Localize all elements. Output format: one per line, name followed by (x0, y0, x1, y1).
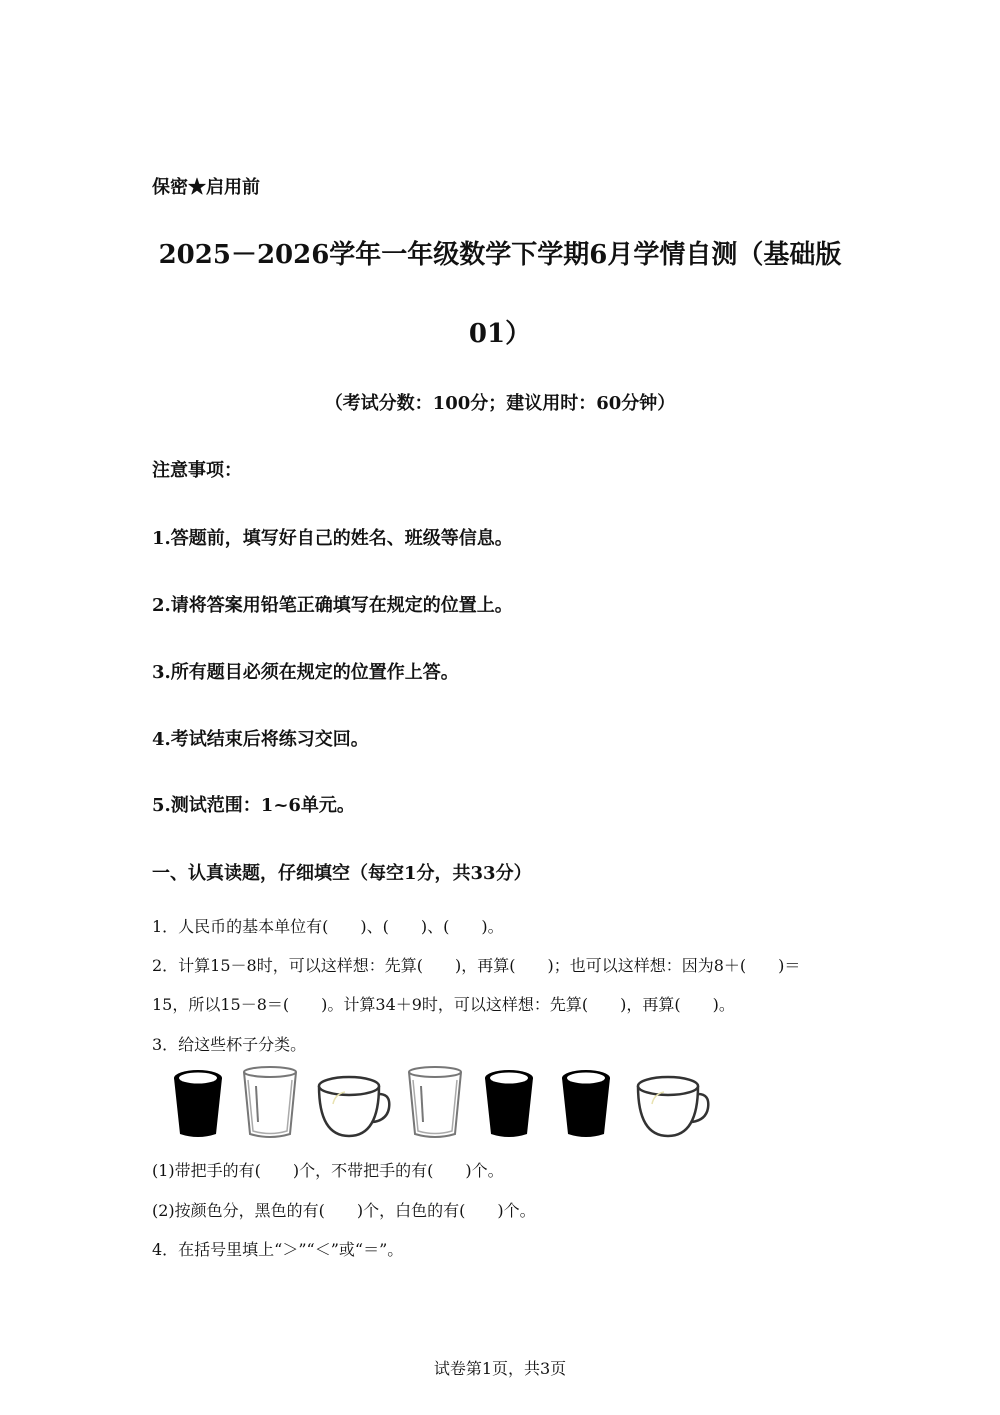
black-cup-icon (481, 1064, 537, 1140)
section-heading: 一、认真读题，仔细填空（每空1分，共33分） (152, 863, 532, 884)
notice-item: 4.考试结束后将练习交回。 (152, 729, 369, 750)
secret-label: 保密★启用前 (152, 177, 260, 198)
white-mug-icon (634, 1064, 710, 1140)
exam-subtitle: （考试分数：100分；建议用时：60分钟） (324, 393, 676, 414)
notice-item: 3.所有题目必须在规定的位置作上答。 (152, 662, 459, 683)
notice-item: 1.答题前，填写好自己的姓名、班级等信息。 (152, 528, 513, 549)
question-3: 3．给这些杯子分类。 (152, 1035, 307, 1054)
question-2-line2: 15，所以15－8＝( )。计算34＋9时，可以这样想：先算( )，再算( )。 (152, 995, 735, 1014)
black-cup-icon (558, 1064, 614, 1140)
page-footer: 试卷第1页，共3页 (433, 1359, 567, 1378)
question-2-line1: 2．计算15－8时，可以这样想：先算( )，再算( )；也可以这样想：因为8＋( )＝ (152, 956, 801, 975)
glass-cup-icon (240, 1064, 300, 1140)
white-mug-icon (315, 1064, 391, 1140)
question-3-sub2: (2)按颜色分，黑色的有( )个，白色的有( )个。 (152, 1201, 536, 1220)
question-4: 4．在括号里填上“＞”“＜”或“＝”。 (152, 1240, 404, 1259)
glass-cup-icon (405, 1064, 465, 1140)
question-1: 1．人民币的基本单位有( )、( )、( )。 (152, 917, 504, 936)
exam-title-line2: 01） (468, 319, 532, 349)
notice-heading: 注意事项： (152, 460, 242, 481)
question-3-sub1: (1)带把手的有( )个，不带把手的有( )个。 (152, 1161, 504, 1180)
cups-illustration (165, 1064, 725, 1144)
notice-item: 2.请将答案用铅笔正确填写在规定的位置上。 (152, 595, 513, 616)
exam-title-line1: 2025－2026学年一年级数学下学期6月学情自测（基础版 (158, 240, 842, 270)
notice-item: 5.测试范围：1~6单元。 (152, 795, 355, 816)
black-cup-icon (170, 1064, 226, 1140)
